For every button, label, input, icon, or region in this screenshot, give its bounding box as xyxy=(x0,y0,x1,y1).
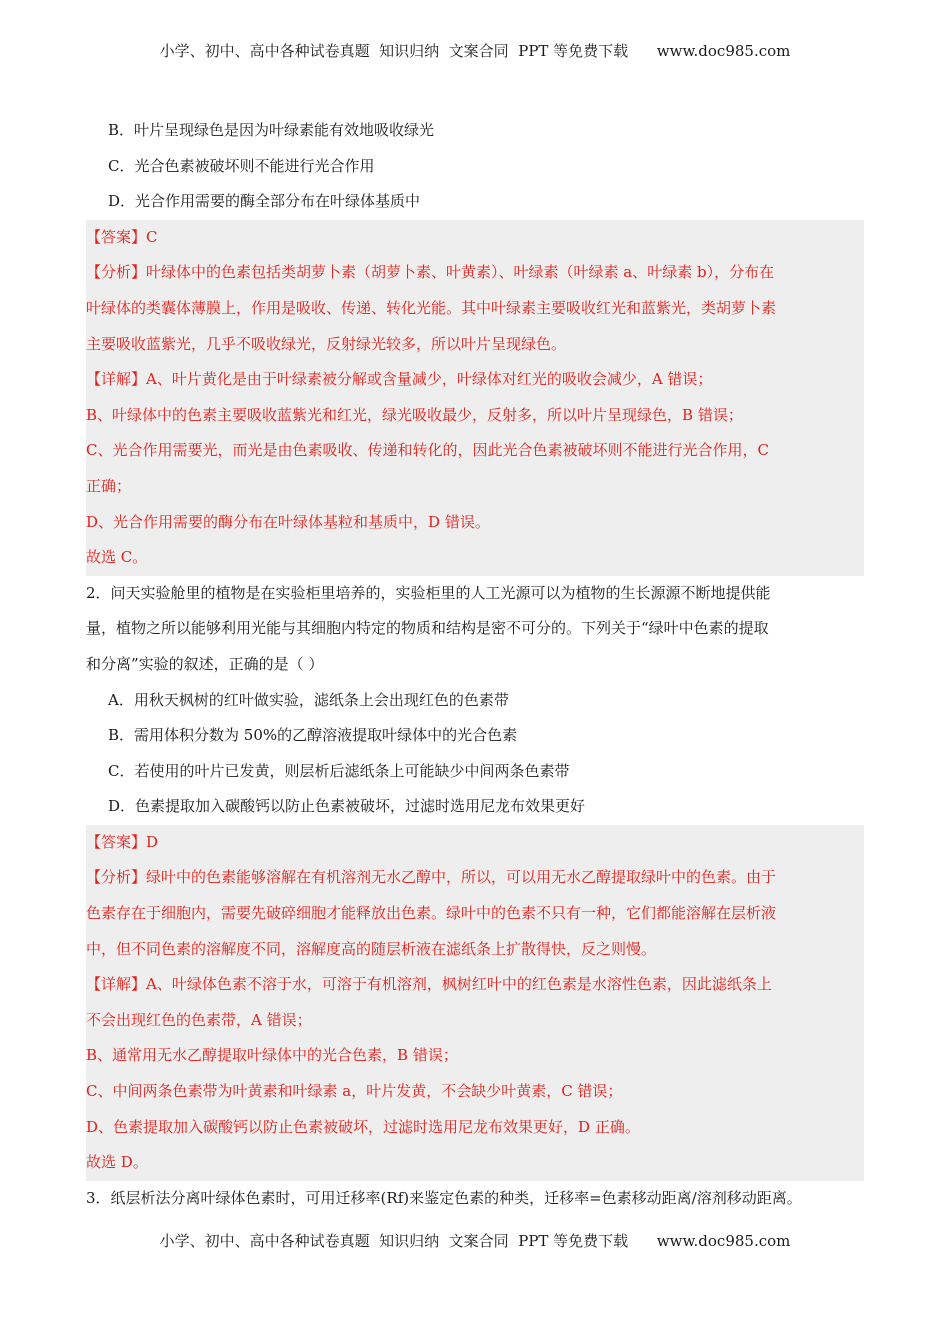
q1-option-c: C．光合色素被破坏则不能进行光合作用 xyxy=(108,156,375,175)
q2-analysis-line: 色素存在于细胞内，需要先破碎细胞才能释放出色素。绿叶中的色素不只有一种，它们都能溶解在层析液 xyxy=(86,904,777,923)
page-footer: 小学、初中、高中各种试卷真题 知识归纳 文案合同 PPT 等免费下载 www.doc985.com xyxy=(159,1232,791,1250)
q1-detail-line: 【详解】A、叶片黄化是由于叶绿素被分解或含量减少，叶绿体对红光的吸收会减少，A 错误； xyxy=(86,370,713,389)
q1-analysis-line: 主要吸收蓝紫光，几乎不吸收绿光，反射绿光较多，所以叶片呈现绿色。 xyxy=(86,334,567,353)
page-header: 小学、初中、高中各种试卷真题 知识归纳 文案合同 PPT 等免费下载 www.doc985.com xyxy=(159,42,791,60)
q1-explanation xyxy=(86,220,864,576)
q1-detail-line: 正确； xyxy=(86,476,132,495)
q2-detail-line: B、通常用无水乙醇提取叶绿体中的光合色素，B 错误； xyxy=(86,1046,458,1065)
q1-detail-line: C、光合作用需要光，而光是由色素吸收、传递和转化的，因此光合色素被破坏则不能进行光合作用，C xyxy=(86,441,769,460)
q2-explanation xyxy=(86,825,864,1181)
q1-option-b: B．叶片呈现绿色是因为叶绿素能有效地吸收绿光 xyxy=(108,121,435,139)
q2-analysis-line: 【分析】绿叶中的色素能够溶解在有机溶剂无水乙醇中，所以，可以用无水乙醇提取绿叶中的色素。由于 xyxy=(86,868,777,887)
q1-option-d: D．光合作用需要的酶全部分布在叶绿体基质中 xyxy=(108,192,421,211)
q2-stem-line: 和分离”实验的叙述，正确的是（ ） xyxy=(86,654,324,673)
q1-answer: 【答案】C xyxy=(86,227,158,246)
q2-detail-line: 不会出现红色的色素带，A 错误； xyxy=(86,1010,312,1029)
q2-stem-line: 2．问天实验舱里的植物是在实验柜里培养的，实验柜里的人工光源可以为植物的生长源源不断地提供能 xyxy=(86,583,771,602)
document-body xyxy=(86,113,864,1216)
q2-option-c: C．若使用的叶片已发黄，则层析后滤纸条上可能缺少中间两条色素带 xyxy=(108,761,570,780)
q2-option-a: A．用秋天枫树的红叶做实验，滤纸条上会出现红色的色素带 xyxy=(108,690,509,709)
q2-detail-line: D、色素提取加入碳酸钙以防止色素被破坏，过滤时选用尼龙布效果更好，D 正确。 xyxy=(86,1117,640,1136)
q3-stem-line: 3．纸层析法分离叶绿体色素时，可用迁移率(Rf)来鉴定色素的种类，迁移率=色素移动距离/溶剂移动距离。 xyxy=(86,1188,802,1207)
q2-option-d: D．色素提取加入碳酸钙以防止色素被破坏，过滤时选用尼龙布效果更好 xyxy=(108,797,586,816)
q1-detail-line: B、叶绿体中的色素主要吸收蓝紫光和红光，绿光吸收最少，反射多，所以叶片呈现绿色，B 错误； xyxy=(86,405,743,424)
q1-analysis-line: 叶绿体的类囊体薄膜上，作用是吸收、传递、转化光能。其中叶绿素主要吸收红光和蓝紫光，类胡萝卜素 xyxy=(86,298,777,317)
q2-detail-line: C、中间两条色素带为叶黄素和叶绿素 a，叶片发黄，不会缺少叶黄素，C 错误； xyxy=(86,1082,623,1101)
q2-detail-line: 【详解】A、叶绿体色素不溶于水，可溶于有机溶剂，枫树红叶中的红色素是水溶性色素，因此滤纸条上 xyxy=(86,975,772,994)
q2-answer: 【答案】D xyxy=(86,832,159,851)
q2-conclusion: 故选 D。 xyxy=(86,1153,148,1172)
q2-analysis-line: 中，但不同色素的溶解度不同，溶解度高的随层析液在滤纸条上扩散得快，反之则慢。 xyxy=(86,939,657,958)
q1-analysis-line: 【分析】叶绿体中的色素包括类胡萝卜素（胡萝卜素、叶黄素）、叶绿素（叶绿素 a、叶绿素 b），分布在 xyxy=(86,263,775,282)
q1-conclusion: 故选 C。 xyxy=(86,548,148,567)
q2-stem-line: 量，植物之所以能够利用光能与其细胞内特定的物质和结构是密不可分的。下列关于“绿叶中色素的提取 xyxy=(86,619,769,638)
q2-option-b: B．需用体积分数为 50%的乙醇溶液提取叶绿体中的光合色素 xyxy=(108,726,518,745)
q1-detail-line: D、光合作用需要的酶分布在叶绿体基粒和基质中，D 错误。 xyxy=(86,512,490,531)
